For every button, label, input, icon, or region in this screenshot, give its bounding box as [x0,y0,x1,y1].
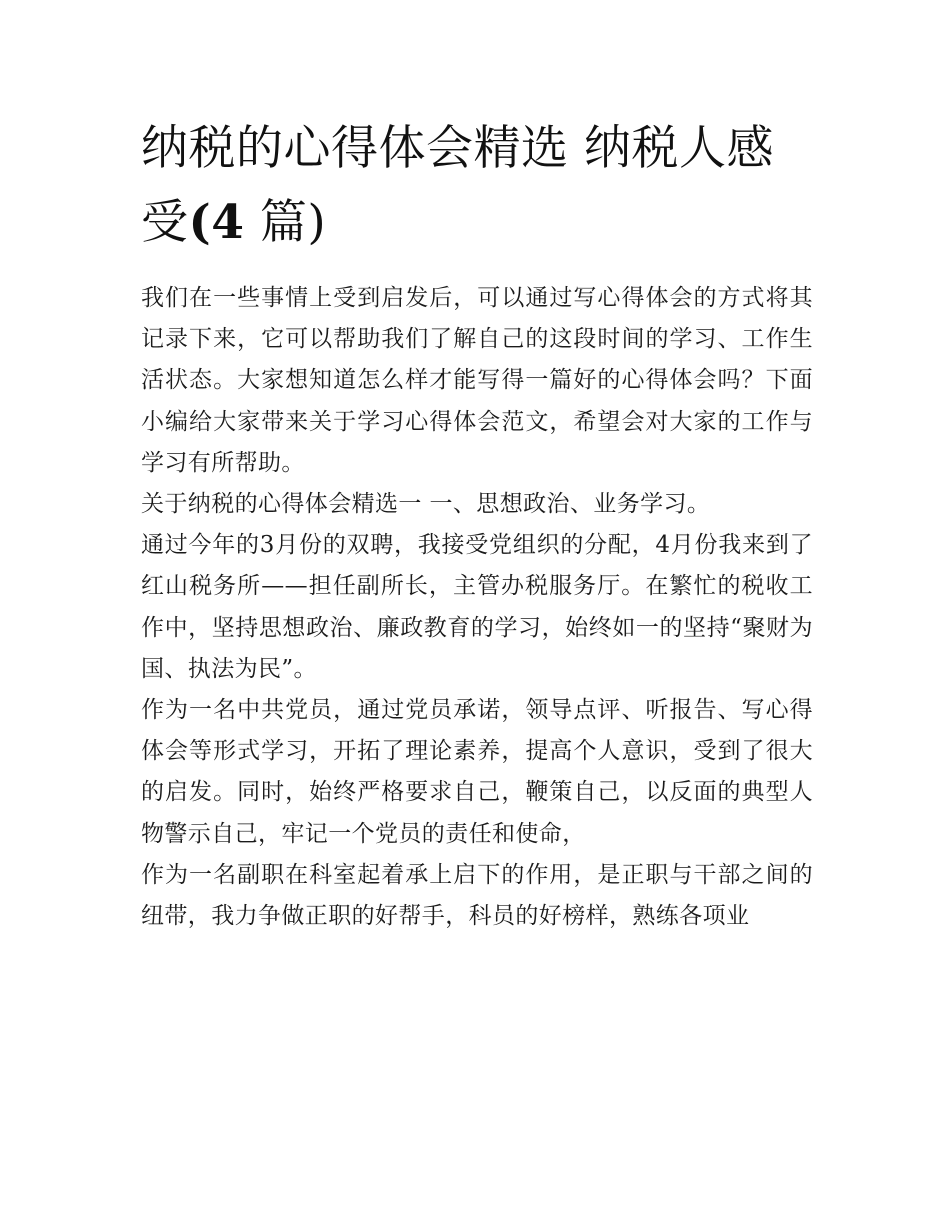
paragraph-appointment: 通过今年的3月份的双聘，我接受党组织的分配，4月份我来到了红山税务所——担任副所长，主管办税服务厅。在繁忙的税收工作中，坚持思想政治、廉政教育的学习，始终如一的坚持“聚财为国、执法为民”。 [141,532,813,682]
title-suffix: 篇) [244,195,327,250]
document-content [141,112,813,937]
title-count: (4 [188,195,245,250]
title-text: 纳税的心得体会精选 纳税人感受 [141,121,774,250]
document-body [141,278,813,937]
paragraph-deputy-role: 作为一名副职在科室起着承上启下的作用，是正职与干部之间的纽带，我力争做正职的好帮手，科员的好榜样，熟练各项业 [141,861,813,930]
paragraph-intro: 我们在一些事情上受到启发后，可以通过写心得体会的方式将其记录下来，它可以帮助我们了解自己的这段时间的学习、工作生活状态。大家想知道怎么样才能写得一篇好的心得体会吗？下面小编给大家带来关于学习心得体会范文，希望会对大家的工作与学习有所帮助。 [141,285,813,476]
paragraph-party-member: 作为一名中共党员，通过党员承诺，领导点评、听报告、写心得体会等形式学习，开拓了理论素养，提高个人意识，受到了很大的启发。同时，始终严格要求自己，鞭策自己，以反面的典型人物警示自己，牢记一个党员的责任和使命， [141,697,813,847]
paragraph-section-heading: 关于纳税的心得体会精选一 一、思想政治、业务学习。 [141,491,711,518]
document-title [141,112,813,260]
